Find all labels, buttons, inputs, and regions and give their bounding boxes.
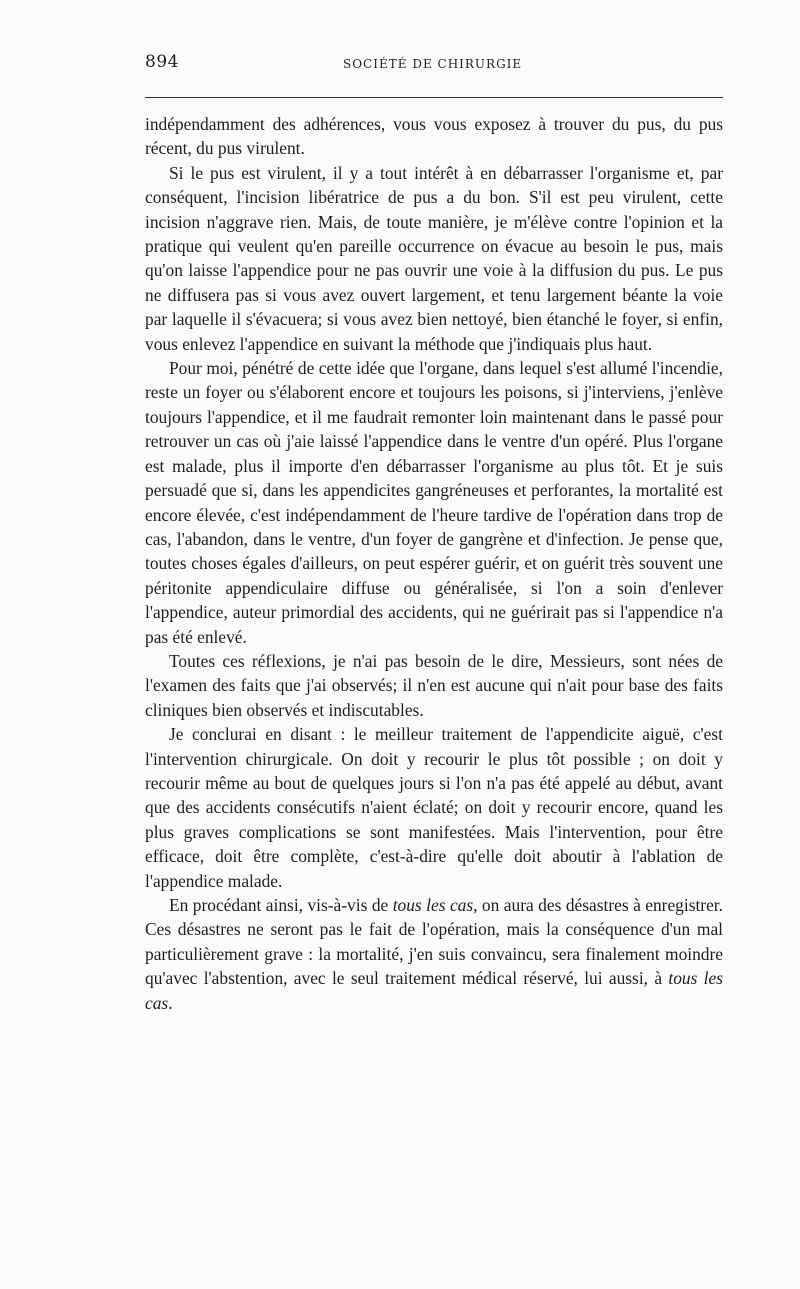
italic-text: tous les cas bbox=[145, 968, 723, 1013]
paragraph bbox=[145, 893, 723, 1015]
paragraph bbox=[145, 161, 723, 356]
body-text bbox=[145, 112, 723, 1015]
text-segment: Toutes ces réflexions, je n'ai pas besoin de le dire, Messieurs, sont nées de l'examen des faits que j'ai observés; il n'en est aucune qui n'ait pour base des faits cliniques bien observés et indiscutables. bbox=[145, 650, 723, 720]
text-segment: Pour moi, pénétré de cette idée que l'organe, dans lequel s'est allumé l'incendie, reste un foyer ou s'élaborent encore et toujours les poisons, si j'interviens, j'enlève toujours l'appendice, et il me faudrait remonter loin maintenant dans le passé pour retrouver un cas où j'aie laissé l'appendice dans le ventre d'un opéré. Plus l'organe est malade, plus il importe d'en débarrasser l'organisme au plus tôt. Et je suis persuadé que si, dans les appendicites gangréneuses et perforantes, la mortalité est encore élevée, c'est indépendamment de l'heure tardive de l'opération dans trop de cas, l'abandon, dans le ventre, d'un foyer de gangrène et d'infection. Je pense que, toutes choses égales d'ailleurs, on peut espérer guérir, et on guérit très souvent une péritonite appendiculaire diffuse ou généralisée, si l'on a soin d'enlever l'appendice, auteur primordial des accidents, qui ne guérirait pas si l'appendice n'a pas été enlevé. bbox=[145, 358, 723, 647]
text-segment: . bbox=[168, 992, 173, 1013]
text-segment: Si le pus est virulent, il y a tout intérêt à en débarrasser l'organisme et, par conséquent, l'incision libératrice de pus a du bon. S'il est peu virulent, cette incision n'aggrave rien. Mais, de toute manière, je m'élève contre l'opinion et la pratique qui veulent qu'en pareille occurrence on évacue au besoin le pus, mais qu'on laisse l'appendice pour ne pas ouvrir une voie à la diffusion du pus. Le pus ne diffusera pas si vous avez ouvert largement, et tenu largement béante la voie par laquelle il s'évacuera; si vous avez bien nettoyé, bien étanché le foyer, si enfin, vous enlevez l'appendice en suivant la méthode que j'indiquais plus haut. bbox=[145, 162, 723, 354]
text-segment: Je conclurai en disant : le meilleur traitement de l'appendicite aiguë, c'est l'intervention chirurgicale. On doit y recourir le plus tôt possible ; on doit y recourir même au bout de quelques jours si l'on n'a pas été appelé au début, avant que des accidents consécutifs n'aient éclaté; on doit y recourir encore, quand les plus graves complications se sont manifestées. Mais l'intervention, pour être efficace, doit être complète, c'est-à-dire qu'elle doit aboutir à l'ablation de l'appendice malade. bbox=[145, 724, 723, 891]
paragraph bbox=[145, 356, 723, 649]
paragraph bbox=[145, 649, 723, 722]
text-segment: , on aura des désastres à enregistrer. Ces désastres ne seront pas le fait de l'opération, mais la conséquence d'un mal particulièrement grave : la mortalité, j'en suis convaincu, sera finalement moindre qu'avec l'abstention, avec le seul traitement médical réservé, lui aussi, à bbox=[145, 895, 723, 989]
page-header bbox=[145, 52, 723, 76]
running-head: SOCIÉTÉ DE CHIRURGIE bbox=[343, 57, 523, 71]
paragraph bbox=[145, 722, 723, 893]
italic-text: tous les cas bbox=[392, 895, 474, 915]
page-number: 894 bbox=[145, 52, 179, 72]
header-rule bbox=[145, 97, 723, 98]
text-segment: En procédant ainsi, vis-à-vis de bbox=[169, 895, 393, 915]
paragraph bbox=[145, 112, 723, 161]
text-segment: indépendamment des adhérences, vous vous exposez à trouver du pus, du pus récent, du pus virulent. bbox=[145, 114, 723, 159]
